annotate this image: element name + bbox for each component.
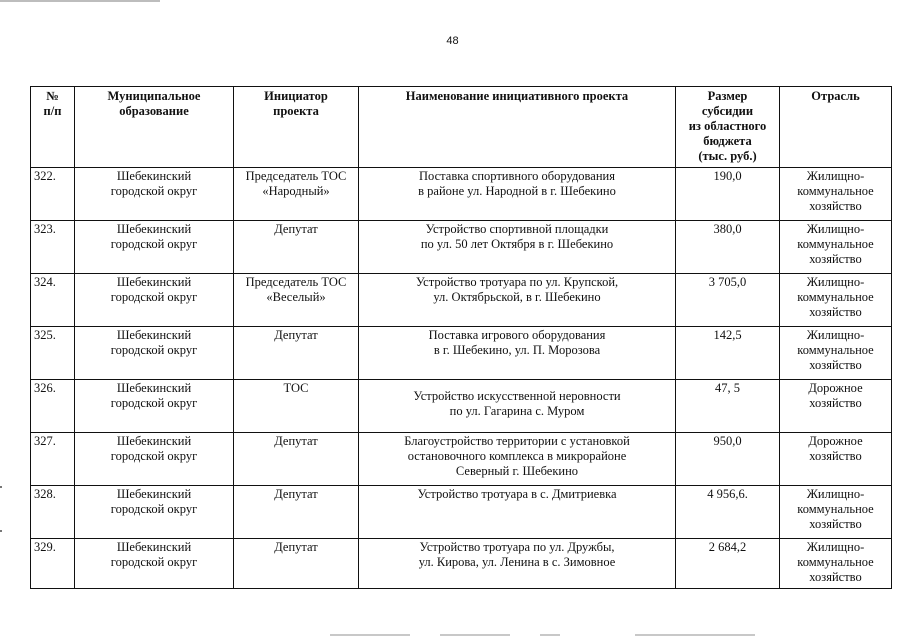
header-sector: Отрасль — [780, 87, 892, 168]
row-project-name: Устройство тротуара по ул. Крупской, ул. Октябрьской, в г. Шебекино — [359, 274, 676, 327]
row-municipality: Шебекинский городской округ — [75, 274, 234, 327]
bottom-scan-line — [440, 634, 510, 636]
row-number: 326. — [31, 380, 75, 433]
initiative-projects-table — [30, 86, 892, 589]
row-sector: Жилищно- коммунальное хозяйство — [780, 539, 892, 589]
page-number: 48 — [446, 35, 459, 47]
row-project-name: Устройство спортивной площадки по ул. 50 лет Октября в г. Шебекино — [359, 221, 676, 274]
row-initiator: Председатель ТОС «Веселый» — [234, 274, 359, 327]
row-subsidy: 142,5 — [676, 327, 780, 380]
row-initiator: Депутат — [234, 327, 359, 380]
bottom-scan-line — [635, 634, 755, 636]
row-number: 322. — [31, 168, 75, 221]
left-edge-mark — [0, 486, 2, 488]
row-subsidy: 47, 5 — [676, 380, 780, 433]
table-row — [31, 327, 892, 380]
row-subsidy: 4 956,6. — [676, 486, 780, 539]
row-sector: Жилищно- коммунальное хозяйство — [780, 274, 892, 327]
table-row — [31, 380, 892, 433]
row-number: 328. — [31, 486, 75, 539]
row-subsidy: 190,0 — [676, 168, 780, 221]
row-project-name: Благоустройство территории с установкой остановочного комплекса в микрорайоне Северный г. Шебекино — [359, 433, 676, 486]
row-municipality: Шебекинский городской округ — [75, 221, 234, 274]
row-subsidy: 3 705,0 — [676, 274, 780, 327]
header-municipality: Муниципальное образование — [75, 87, 234, 168]
bottom-scan-line — [540, 634, 560, 636]
row-sector: Дорожное хозяйство — [780, 380, 892, 433]
table-row — [31, 221, 892, 274]
table-row — [31, 168, 892, 221]
row-initiator: Председатель ТОС «Народный» — [234, 168, 359, 221]
table-row — [31, 486, 892, 539]
table-row — [31, 539, 892, 589]
row-sector: Дорожное хозяйство — [780, 433, 892, 486]
row-municipality: Шебекинский городской округ — [75, 168, 234, 221]
row-initiator: Депутат — [234, 433, 359, 486]
row-number: 329. — [31, 539, 75, 589]
row-project-name: Поставка игрового оборудования в г. Шебекино, ул. П. Морозова — [359, 327, 676, 380]
top-scan-rule — [0, 0, 160, 2]
header-number: № п/п — [31, 87, 75, 168]
row-municipality: Шебекинский городской округ — [75, 539, 234, 589]
row-initiator: Депутат — [234, 539, 359, 589]
row-number: 323. — [31, 221, 75, 274]
row-sector: Жилищно- коммунальное хозяйство — [780, 168, 892, 221]
row-sector: Жилищно- коммунальное хозяйство — [780, 221, 892, 274]
header-subsidy: Размер субсидии из областного бюджета (тыс. руб.) — [676, 87, 780, 168]
table-header-row — [31, 87, 892, 168]
row-sector: Жилищно- коммунальное хозяйство — [780, 327, 892, 380]
row-project-name: Устройство тротуара по ул. Дружбы, ул. Кирова, ул. Ленина в с. Зимовное — [359, 539, 676, 589]
row-subsidy: 380,0 — [676, 221, 780, 274]
row-subsidy: 2 684,2 — [676, 539, 780, 589]
row-municipality: Шебекинский городской округ — [75, 486, 234, 539]
row-municipality: Шебекинский городской округ — [75, 433, 234, 486]
bottom-scan-line — [330, 634, 410, 636]
row-initiator: Депутат — [234, 486, 359, 539]
table-row — [31, 433, 892, 486]
header-project-name: Наименование инициативного проекта — [359, 87, 676, 168]
header-initiator: Инициатор проекта — [234, 87, 359, 168]
row-project-name: Устройство искусственной неровности по ул. Гагарина с. Муром — [359, 380, 676, 433]
row-project-name: Устройство тротуара в с. Дмитриевка — [359, 486, 676, 539]
row-initiator: ТОС — [234, 380, 359, 433]
row-number: 325. — [31, 327, 75, 380]
table-row — [31, 274, 892, 327]
row-subsidy: 950,0 — [676, 433, 780, 486]
row-initiator: Депутат — [234, 221, 359, 274]
row-project-name: Поставка спортивного оборудования в районе ул. Народной в г. Шебекино — [359, 168, 676, 221]
row-number: 324. — [31, 274, 75, 327]
row-sector: Жилищно- коммунальное хозяйство — [780, 486, 892, 539]
row-municipality: Шебекинский городской округ — [75, 327, 234, 380]
row-municipality: Шебекинский городской округ — [75, 380, 234, 433]
row-number: 327. — [31, 433, 75, 486]
left-edge-mark — [0, 530, 2, 532]
